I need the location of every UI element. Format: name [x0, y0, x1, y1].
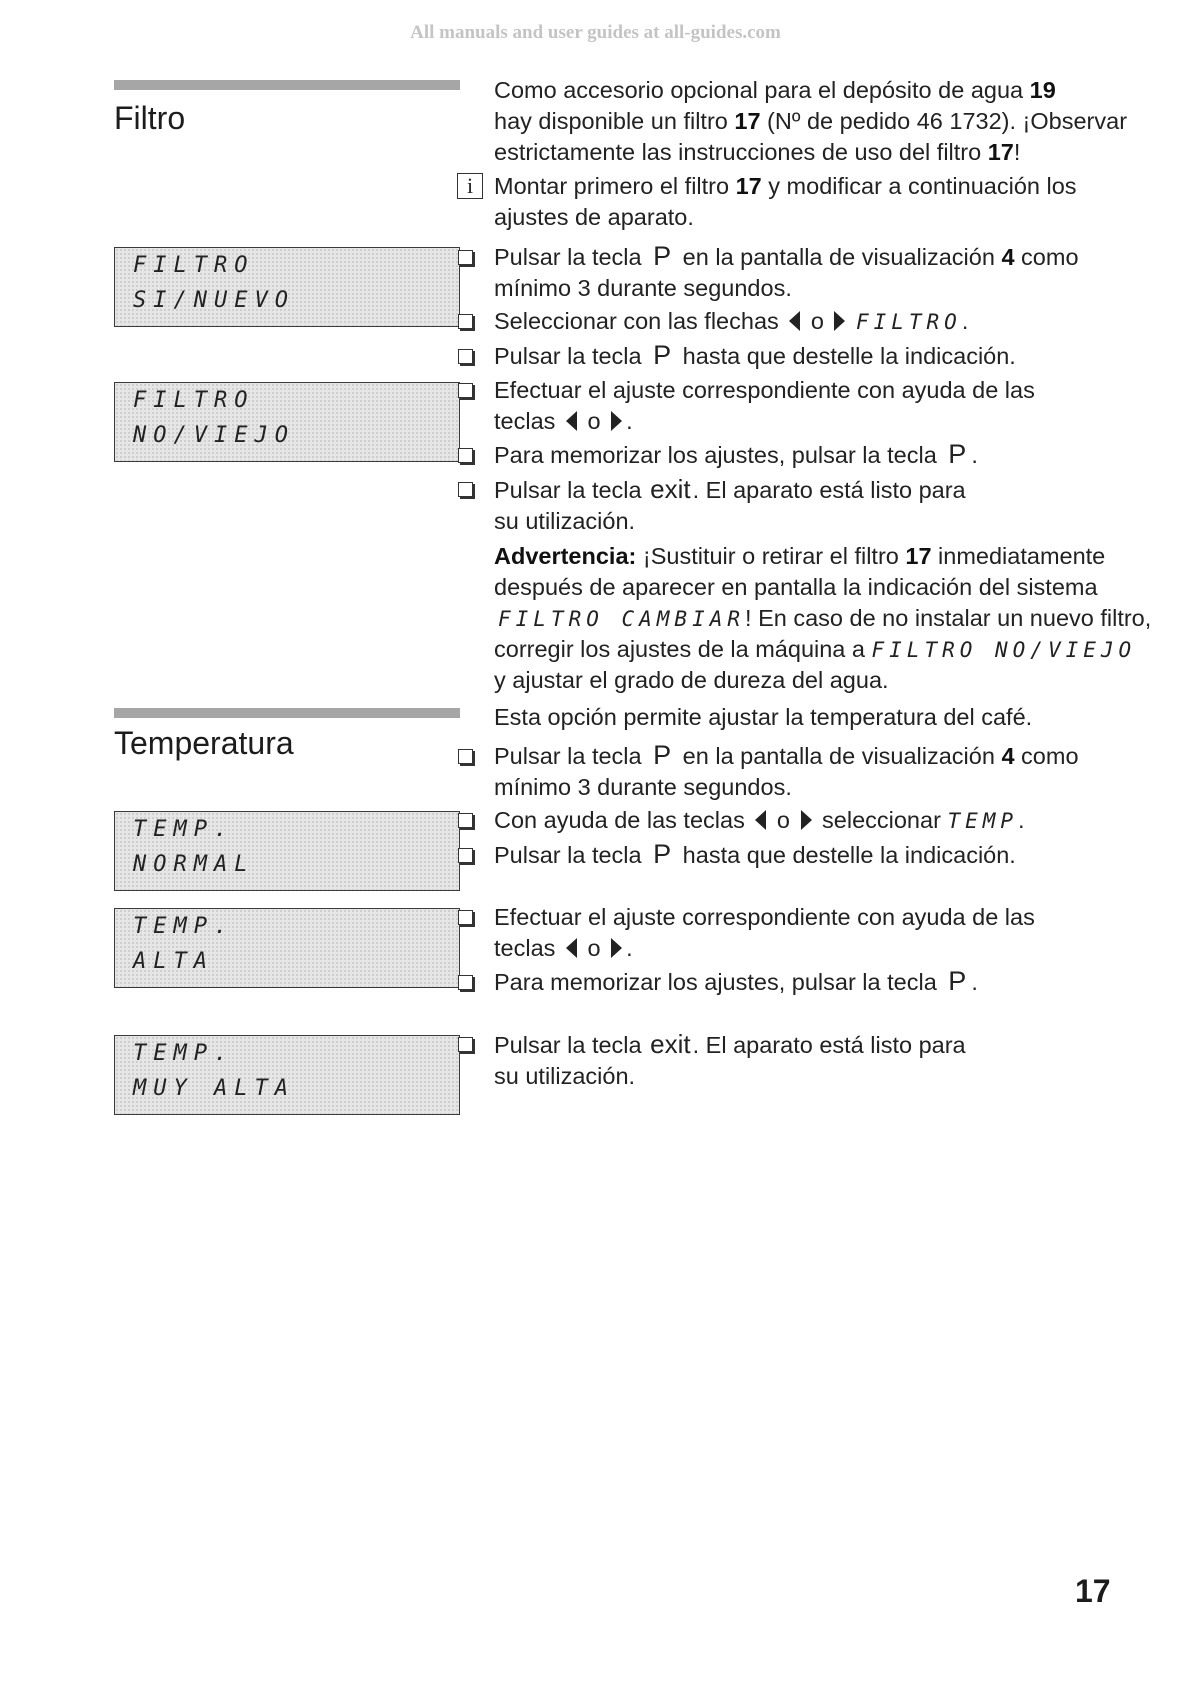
temperatura-intro: Esta opción permite ajustar la temperatura del café. [494, 704, 1033, 730]
checkbox-bullet-icon [458, 482, 473, 497]
filtro-warning-line-5: y ajustar el grado de dureza del agua. [494, 667, 889, 693]
lcd-line-1: TEMP. [133, 914, 235, 939]
filtro-intro-line-2: hay disponible un filtro 17 (Nº de pedido 46 1732). ¡Observar [494, 108, 1128, 134]
key-p-icon: P [948, 966, 967, 996]
section-bar-temperatura [114, 708, 460, 718]
filtro-step-4: Efectuar el ajuste correspondiente con ayuda de las teclas o . [494, 375, 1035, 437]
temp-step-5: Para memorizar los ajustes, pulsar la tecla P . [494, 967, 978, 998]
lcd-line-2: MUY ALTA [133, 1076, 295, 1101]
key-p-icon: P [653, 740, 672, 770]
lcd-line-2: SI/NUEVO [133, 288, 295, 313]
key-p-icon: P [653, 340, 672, 370]
filtro-intro-line-1: Como accesorio opcional para el depósito de agua 19 [494, 77, 1056, 103]
lcd-line-1: TEMP. [133, 817, 235, 842]
lcd-filtro-no-viejo [114, 382, 460, 462]
checkbox-bullet-icon [458, 314, 473, 329]
arrow-left-icon [789, 311, 800, 331]
arrow-right-icon [801, 810, 812, 830]
temp-step-1: Pulsar la tecla P en la pantalla de visualización 4 como mínimo 3 durante segundos. [494, 741, 1079, 803]
arrow-right-icon [611, 411, 622, 431]
checkbox-bullet-icon [458, 383, 473, 398]
lcd-temp-normal [114, 811, 460, 891]
section-title-temperatura: Temperatura [114, 725, 294, 761]
lcd-line-2: NORMAL [133, 852, 255, 877]
key-p-icon: P [948, 439, 967, 469]
checkbox-bullet-icon [458, 1037, 473, 1052]
arrow-right-icon [611, 938, 622, 958]
lcd-line-1: FILTRO [133, 253, 255, 278]
filtro-info-note: i Montar primero el filtro 17 y modificar a continuación los ajustes de aparato. [494, 171, 1077, 233]
key-exit-icon: exit [650, 474, 691, 504]
filtro-step-6: Pulsar la tecla exit. El aparato está listo para su utilización. [494, 474, 966, 537]
checkbox-bullet-icon [458, 448, 473, 463]
filtro-warning-line-4: corregir los ajustes de la máquina a FILTRO NO/VIEJO [494, 636, 1137, 662]
checkbox-bullet-icon [458, 813, 473, 828]
checkbox-bullet-icon [458, 848, 473, 863]
filtro-step-3: Pulsar la tecla P hasta que destelle la indicación. [494, 341, 1016, 372]
arrow-left-icon [755, 810, 766, 830]
watermark: All manuals and user guides at all-guides.com [410, 22, 781, 43]
page-number: 17 [1075, 1573, 1111, 1609]
lcd-line-1: TEMP. [133, 1041, 235, 1066]
filtro-warning-line-3: FILTRO CAMBIAR! En caso de no instalar un nuevo filtro, [498, 605, 1152, 631]
lcd-temp-muy-alta [114, 1035, 460, 1115]
lcd-line-2: ALTA [133, 949, 214, 974]
filtro-intro-line-3: estrictamente las instrucciones de uso del filtro 17! [494, 139, 1021, 165]
lcd-temp-alta [114, 908, 460, 988]
lcd-line-2: NO/VIEJO [133, 423, 295, 448]
filtro-step-1: Pulsar la tecla P en la pantalla de visualización 4 como mínimo 3 durante segundos. [494, 242, 1079, 304]
key-p-icon: P [653, 241, 672, 271]
temp-step-4: Efectuar el ajuste correspondiente con ayuda de las teclas o . [494, 902, 1035, 964]
arrow-left-icon [566, 411, 577, 431]
filtro-warning-line-2: después de aparecer en pantalla la indicación del sistema [494, 574, 1098, 600]
arrow-left-icon [566, 938, 577, 958]
temp-step-2: Con ayuda de las teclas o seleccionar TEMP. [494, 805, 1025, 837]
checkbox-bullet-icon [458, 749, 473, 764]
checkbox-bullet-icon [458, 250, 473, 265]
checkbox-bullet-icon [458, 910, 473, 925]
lcd-line-1: FILTRO [133, 388, 255, 413]
section-bar-filtro [114, 80, 460, 90]
info-icon: i [457, 173, 483, 199]
temp-step-6: Pulsar la tecla exit. El aparato está listo para su utilización. [494, 1029, 966, 1092]
section-title-filtro: Filtro [114, 100, 186, 136]
filtro-warning-line-1: Advertencia: ¡Sustituir o retirar el filtro 17 inmediatamente [494, 543, 1106, 569]
key-exit-icon: exit [650, 1029, 691, 1059]
filtro-step-2: Seleccionar con las flechas o FILTRO. [494, 306, 968, 338]
checkbox-bullet-icon [458, 975, 473, 990]
key-p-icon: P [653, 839, 672, 869]
temp-step-3: Pulsar la tecla P hasta que destelle la indicación. [494, 840, 1016, 871]
lcd-filtro-si-nuevo [114, 247, 460, 327]
arrow-right-icon [834, 311, 845, 331]
filtro-step-5: Para memorizar los ajustes, pulsar la tecla P . [494, 440, 978, 471]
checkbox-bullet-icon [458, 349, 473, 364]
